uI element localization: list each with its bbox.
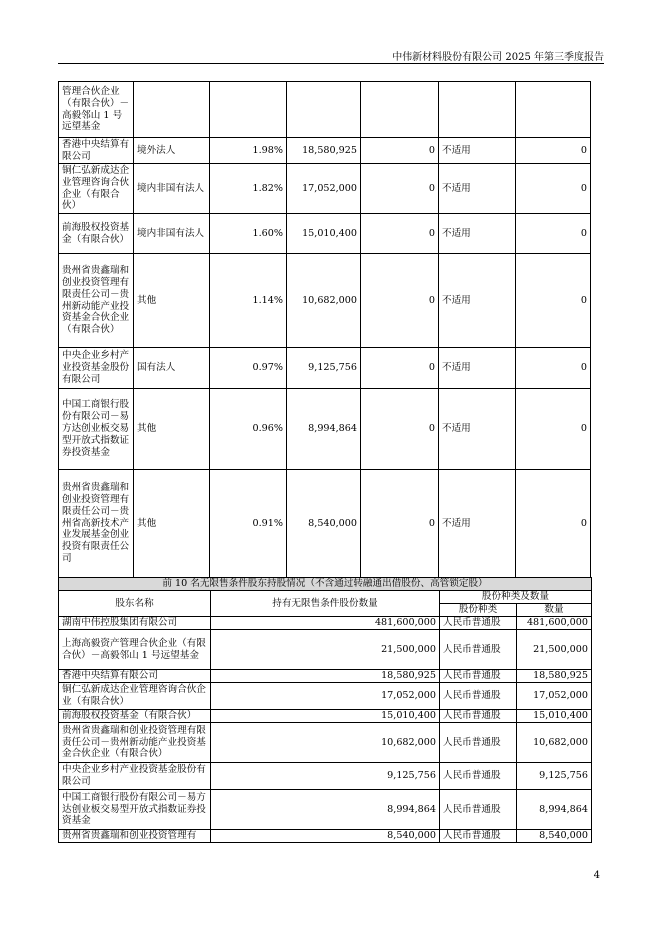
unrestricted-shares: 21,500,000 xyxy=(211,630,440,670)
holding-shares xyxy=(287,82,361,138)
pledge-qty: 0 xyxy=(516,214,591,254)
top10-shareholders-table xyxy=(58,81,591,578)
table-row xyxy=(59,710,592,723)
share-qty: 18,580,925 xyxy=(517,670,592,683)
share-qty: 8,994,864 xyxy=(517,790,592,830)
holding-shares: 18,580,925 xyxy=(287,138,361,164)
unrestricted-shares: 8,994,864 xyxy=(211,790,440,830)
shareholder-name: 湖南中伟控股集团有限公司 xyxy=(59,617,211,630)
table-row xyxy=(59,254,591,348)
unrestricted-shares: 10,682,000 xyxy=(211,723,440,763)
pledge-qty: 0 xyxy=(516,389,591,470)
pledge-qty: 0 xyxy=(516,254,591,348)
shareholder-nature: 境内非国有法人 xyxy=(134,214,210,254)
table-row xyxy=(59,790,592,830)
pledge-qty xyxy=(516,82,591,138)
unrestricted-shares: 9,125,756 xyxy=(211,763,440,790)
share-qty: 21,500,000 xyxy=(517,630,592,670)
holding-shares: 8,540,000 xyxy=(287,470,361,578)
shareholder-name: 中国工商银行股份有限公司－易方达创业板交易型开放式指数证券投资基金 xyxy=(59,389,134,470)
holding-shares: 17,052,000 xyxy=(287,164,361,214)
pledge-qty: 0 xyxy=(516,348,591,389)
table-row xyxy=(59,723,592,763)
holding-pct: 0.91% xyxy=(210,470,287,578)
shareholder-name: 上海高毅资产管理合伙企业（有限合伙）－高毅邻山 1 号远望基金 xyxy=(59,630,211,670)
holding-pct: 0.97% xyxy=(210,348,287,389)
table-row xyxy=(59,389,591,470)
restricted-shares: 0 xyxy=(361,214,439,254)
table-row xyxy=(59,348,591,389)
share-type: 人民币普通股 xyxy=(440,617,517,630)
shareholder-name: 贵州省贵鑫瑞和创业投资管理有限责任公司－贵州新动能产业投资基金合伙企业（有限合伙） xyxy=(59,723,211,763)
shareholder-name: 铜仁弘新成达企业管理咨询合伙企业（有限合伙） xyxy=(59,683,211,710)
pledge-status: 不适用 xyxy=(439,214,516,254)
share-qty: 8,540,000 xyxy=(517,830,592,843)
unrestricted-shares: 18,580,925 xyxy=(211,670,440,683)
share-type: 人民币普通股 xyxy=(440,683,517,710)
table-row xyxy=(59,683,592,710)
shareholder-name: 香港中央结算有限公司 xyxy=(59,670,211,683)
shareholder-nature: 其他 xyxy=(134,389,210,470)
report-header: 中伟新材料股份有限公司 2025 年第三季度报告 xyxy=(392,52,604,63)
holding-shares: 10,682,000 xyxy=(287,254,361,348)
pledge-status: 不适用 xyxy=(439,138,516,164)
table-row xyxy=(59,630,592,670)
share-type: 人民币普通股 xyxy=(440,723,517,763)
table-row xyxy=(59,830,592,843)
holding-shares: 15,010,400 xyxy=(287,214,361,254)
shareholder-name: 香港中央结算有限公司 xyxy=(59,138,134,164)
share-type: 人民币普通股 xyxy=(440,763,517,790)
page-number: 4 xyxy=(593,870,600,881)
share-qty: 9,125,756 xyxy=(517,763,592,790)
shareholder-name: 贵州省贵鑫瑞和创业投资管理有限责任公司－贵州新动能产业投资基金合伙企业（有限合伙） xyxy=(59,254,134,348)
table-row xyxy=(59,82,591,138)
column-header-qty: 数量 xyxy=(517,604,592,617)
pledge-status: 不适用 xyxy=(439,254,516,348)
restricted-shares xyxy=(361,82,439,138)
share-type: 人民币普通股 xyxy=(440,670,517,683)
restricted-shares: 0 xyxy=(361,254,439,348)
column-header-name: 股东名称 xyxy=(59,591,211,617)
unrestricted-shareholders-table xyxy=(58,577,592,843)
holding-pct: 1.82% xyxy=(210,164,287,214)
shareholder-nature: 境外法人 xyxy=(134,138,210,164)
pledge-status: 不适用 xyxy=(439,389,516,470)
shareholder-nature: 其他 xyxy=(134,470,210,578)
restricted-shares: 0 xyxy=(361,138,439,164)
header-divider xyxy=(58,63,604,64)
column-header-type-group: 股份种类及数量 xyxy=(440,591,592,604)
pledge-qty: 0 xyxy=(516,138,591,164)
unrestricted-shares: 481,600,000 xyxy=(211,617,440,630)
table-row xyxy=(59,617,592,630)
shareholder-name: 铜仁弘新成达企业管理咨询合伙企业（有限合伙） xyxy=(59,164,134,214)
shareholder-name: 中国工商银行股份有限公司－易方达创业板交易型开放式指数证券投资基金 xyxy=(59,790,211,830)
share-type: 人民币普通股 xyxy=(440,790,517,830)
shareholder-name: 贵州省贵鑫瑞和创业投资管理有限责任公司－贵州省高新技术产业发展基金创业投资有限责任公司 xyxy=(59,470,134,578)
shareholder-name: 中央企业乡村产业投资基金股份有限公司 xyxy=(59,348,134,389)
share-type: 人民币普通股 xyxy=(440,830,517,843)
table-row xyxy=(59,214,591,254)
share-type: 人民币普通股 xyxy=(440,630,517,670)
restricted-shares: 0 xyxy=(361,389,439,470)
table-row xyxy=(59,763,592,790)
pledge-qty: 0 xyxy=(516,164,591,214)
share-qty: 15,010,400 xyxy=(517,710,592,723)
table-header-row xyxy=(59,591,592,604)
shareholder-nature: 境内非国有法人 xyxy=(134,164,210,214)
holding-pct: 1.14% xyxy=(210,254,287,348)
unrestricted-shares: 15,010,400 xyxy=(211,710,440,723)
share-qty: 10,682,000 xyxy=(517,723,592,763)
restricted-shares: 0 xyxy=(361,164,439,214)
pledge-status: 不适用 xyxy=(439,470,516,578)
table-title-row xyxy=(59,578,592,591)
holding-shares: 8,994,864 xyxy=(287,389,361,470)
table-row xyxy=(59,164,591,214)
table-row xyxy=(59,138,591,164)
unrestricted-shares: 17,052,000 xyxy=(211,683,440,710)
holding-shares: 9,125,756 xyxy=(287,348,361,389)
holding-pct xyxy=(210,82,287,138)
share-qty: 17,052,000 xyxy=(517,683,592,710)
shareholder-name: 贵州省贵鑫瑞和创业投资管理有 xyxy=(59,830,211,843)
pledge-status: 不适用 xyxy=(439,348,516,389)
restricted-shares: 0 xyxy=(361,470,439,578)
share-qty: 481,600,000 xyxy=(517,617,592,630)
shareholder-nature xyxy=(134,82,210,138)
shareholder-nature: 国有法人 xyxy=(134,348,210,389)
shareholder-name: 前海股权投资基金（有限合伙） xyxy=(59,214,134,254)
pledge-qty: 0 xyxy=(516,470,591,578)
restricted-shares: 0 xyxy=(361,348,439,389)
pledge-status xyxy=(439,82,516,138)
column-header-type: 股份种类 xyxy=(440,604,517,617)
holding-pct: 0.96% xyxy=(210,389,287,470)
shareholder-name: 管理合伙企业（有限合伙）－高毅邻山 1 号远望基金 xyxy=(59,82,134,138)
column-header-shares: 持有无限售条件股份数量 xyxy=(211,591,440,617)
table-row xyxy=(59,670,592,683)
section-title: 前 10 名无限售条件股东持股情况（不含通过转融通出借股份、高管锁定股） xyxy=(59,578,592,591)
share-type: 人民币普通股 xyxy=(440,710,517,723)
shareholder-nature: 其他 xyxy=(134,254,210,348)
shareholder-name: 中央企业乡村产业投资基金股份有限公司 xyxy=(59,763,211,790)
pledge-status: 不适用 xyxy=(439,164,516,214)
shareholder-name: 前海股权投资基金（有限合伙） xyxy=(59,710,211,723)
unrestricted-shares: 8,540,000 xyxy=(211,830,440,843)
holding-pct: 1.60% xyxy=(210,214,287,254)
holding-pct: 1.98% xyxy=(210,138,287,164)
table-row xyxy=(59,470,591,578)
